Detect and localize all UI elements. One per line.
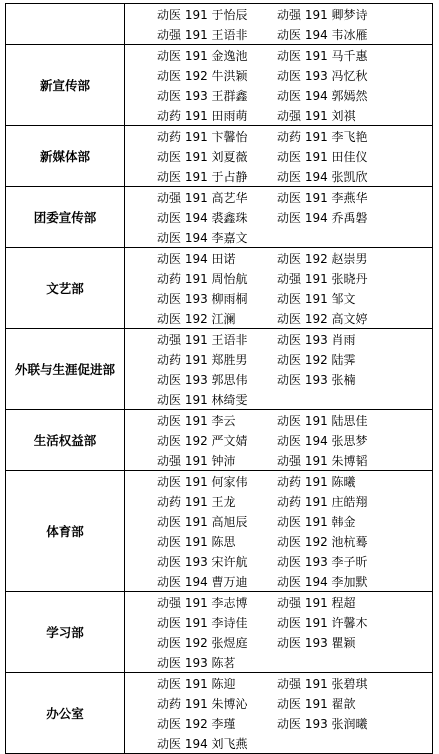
member-entry: 动强 191 刘祺 — [277, 108, 356, 123]
roster-body — [6, 4, 433, 754]
member-line — [157, 450, 432, 470]
department-name: 体育部 — [6, 471, 125, 592]
member-entry: 动医 191 何家伟 — [157, 474, 248, 489]
department-row — [6, 126, 433, 187]
member-entry: 动医 192 李瑾 — [157, 716, 236, 731]
member-line — [157, 369, 432, 389]
member-line — [157, 45, 432, 65]
member-entry: 动医 194 裘鑫珠 — [157, 210, 248, 225]
member-entry: 动强 191 王语非 — [157, 332, 248, 347]
member-entry: 动医 194 李嘉文 — [157, 230, 248, 245]
member-entry: 动医 191 林绮雯 — [157, 392, 248, 407]
member-line — [157, 227, 432, 247]
member-line — [157, 693, 432, 713]
member-entry: 动药 191 周怡航 — [157, 271, 248, 286]
department-members — [125, 4, 433, 45]
member-entry: 动医 192 赵崇男 — [277, 251, 368, 266]
member-entry: 动医 191 许馨木 — [277, 615, 368, 630]
member-entry: 动强 191 李志博 — [157, 595, 248, 610]
member-entry: 动医 191 于占静 — [157, 169, 248, 184]
member-line — [157, 592, 432, 612]
member-entry: 动医 193 张楠 — [277, 372, 356, 387]
member-entry: 动强 191 钟沛 — [157, 453, 236, 468]
member-entry: 动医 194 曹万迪 — [157, 574, 248, 589]
member-entry: 动医 194 李加默 — [277, 574, 368, 589]
department-row — [6, 592, 433, 673]
member-line — [157, 308, 432, 328]
member-line — [157, 126, 432, 146]
member-entry: 动医 192 陆霁 — [277, 352, 356, 367]
member-entry: 动医 193 张润曦 — [277, 716, 368, 731]
member-entry: 动医 192 严文婧 — [157, 433, 248, 448]
department-name: 办公室 — [6, 673, 125, 754]
member-line — [157, 531, 432, 551]
department-name: 外联与生涯促进部 — [6, 329, 125, 410]
department-members — [125, 471, 433, 592]
department-row — [6, 4, 433, 45]
member-line — [157, 430, 432, 450]
member-line — [157, 652, 432, 672]
member-entry: 动医 191 李诗佳 — [157, 615, 248, 630]
member-entry: 动医 191 田佳仪 — [277, 149, 368, 164]
department-row — [6, 248, 433, 329]
department-row — [6, 187, 433, 248]
member-entry: 动强 191 张晓丹 — [277, 271, 368, 286]
member-line — [157, 166, 432, 186]
member-entry: 动医 192 池杭蓦 — [277, 534, 368, 549]
member-entry: 动医 191 邹文 — [277, 291, 356, 306]
department-row — [6, 45, 433, 126]
member-line — [157, 632, 432, 652]
member-entry: 动强 191 王语非 — [157, 27, 248, 42]
member-entry: 动医 193 肖雨 — [277, 332, 356, 347]
member-entry: 动医 191 李燕华 — [277, 190, 368, 205]
member-line — [157, 288, 432, 308]
member-entry: 动医 191 李云 — [157, 413, 236, 428]
member-line — [157, 511, 432, 531]
department-name: 新宣传部 — [6, 45, 125, 126]
member-line — [157, 612, 432, 632]
member-entry: 动医 191 金逸池 — [157, 48, 248, 63]
member-entry: 动医 194 韦冰雁 — [277, 27, 368, 42]
member-line — [157, 673, 432, 693]
member-entry: 动医 191 翟歆 — [277, 696, 356, 711]
member-entry: 动医 191 陈迎 — [157, 676, 236, 691]
department-members — [125, 673, 433, 754]
member-entry: 动医 191 韩金 — [277, 514, 356, 529]
member-entry: 动医 192 江澜 — [157, 311, 236, 326]
member-line — [157, 491, 432, 511]
member-entry: 动医 191 马千惠 — [277, 48, 368, 63]
member-entry: 动强 191 高艺华 — [157, 190, 248, 205]
member-line — [157, 389, 432, 409]
member-entry: 动医 193 王群鑫 — [157, 88, 248, 103]
member-entry: 动医 193 郭思伟 — [157, 372, 248, 387]
department-name: 学习部 — [6, 592, 125, 673]
department-name: 文艺部 — [6, 248, 125, 329]
department-row — [6, 471, 433, 592]
member-entry: 动药 191 陈曦 — [277, 474, 356, 489]
department-name — [6, 4, 125, 45]
member-entry: 动医 194 张凯欣 — [277, 169, 368, 184]
member-line — [157, 471, 432, 491]
department-row — [6, 410, 433, 471]
member-entry: 动药 191 王龙 — [157, 494, 236, 509]
member-line — [157, 713, 432, 733]
department-row — [6, 329, 433, 410]
member-entry: 动医 191 陈思 — [157, 534, 236, 549]
member-line — [157, 329, 432, 349]
member-entry: 动药 191 李飞艳 — [277, 129, 368, 144]
member-line — [157, 571, 432, 591]
department-members — [125, 126, 433, 187]
member-line — [157, 146, 432, 166]
member-line — [157, 207, 432, 227]
member-entry: 动药 191 田雨萌 — [157, 108, 248, 123]
member-entry: 动医 191 陆思佳 — [277, 413, 368, 428]
member-entry: 动医 194 田诺 — [157, 251, 236, 266]
department-name: 新媒体部 — [6, 126, 125, 187]
member-entry: 动医 191 高旭辰 — [157, 514, 248, 529]
member-line — [157, 85, 432, 105]
member-line — [157, 410, 432, 430]
department-members — [125, 410, 433, 471]
member-entry: 动强 191 程超 — [277, 595, 356, 610]
member-entry: 动医 192 牛洪颖 — [157, 68, 248, 83]
department-members — [125, 45, 433, 126]
member-entry: 动强 191 卿梦诗 — [277, 7, 368, 22]
member-entry: 动医 192 高文婷 — [277, 311, 368, 326]
department-members — [125, 592, 433, 673]
member-line — [157, 268, 432, 288]
member-entry: 动强 191 张碧琪 — [277, 676, 368, 691]
member-entry: 动药 191 郑胜男 — [157, 352, 248, 367]
department-roster-table — [5, 3, 433, 754]
department-row — [6, 673, 433, 754]
member-entry: 动医 191 于怡辰 — [157, 7, 248, 22]
member-entry: 动医 194 郭嫣然 — [277, 88, 368, 103]
member-entry: 动药 191 庄皓翔 — [277, 494, 368, 509]
member-line — [157, 105, 432, 125]
department-members — [125, 329, 433, 410]
member-entry: 动医 191 刘夏薇 — [157, 149, 248, 164]
department-members — [125, 187, 433, 248]
member-entry: 动医 193 李子昕 — [277, 554, 368, 569]
member-line — [157, 187, 432, 207]
member-line — [157, 551, 432, 571]
member-entry: 动医 193 柳雨桐 — [157, 291, 248, 306]
member-entry: 动药 191 卞馨怡 — [157, 129, 248, 144]
member-line — [157, 733, 432, 753]
member-entry: 动医 193 陈茗 — [157, 655, 236, 670]
department-name: 生活权益部 — [6, 410, 125, 471]
member-line — [157, 65, 432, 85]
member-entry: 动药 191 朱博沁 — [157, 696, 248, 711]
member-entry: 动强 191 朱博韬 — [277, 453, 368, 468]
department-members — [125, 248, 433, 329]
member-line — [157, 24, 432, 44]
department-name: 团委宣传部 — [6, 187, 125, 248]
member-entry: 动医 194 张思梦 — [277, 433, 368, 448]
member-entry: 动医 192 张煜庭 — [157, 635, 248, 650]
member-entry: 动医 194 刘飞燕 — [157, 736, 248, 751]
member-line — [157, 4, 432, 24]
member-entry: 动医 193 瞿颖 — [277, 635, 356, 650]
member-line — [157, 349, 432, 369]
member-entry: 动医 193 宋许航 — [157, 554, 248, 569]
member-entry: 动医 194 乔禹磐 — [277, 210, 368, 225]
member-entry: 动医 193 冯忆秋 — [277, 68, 368, 83]
member-line — [157, 248, 432, 268]
